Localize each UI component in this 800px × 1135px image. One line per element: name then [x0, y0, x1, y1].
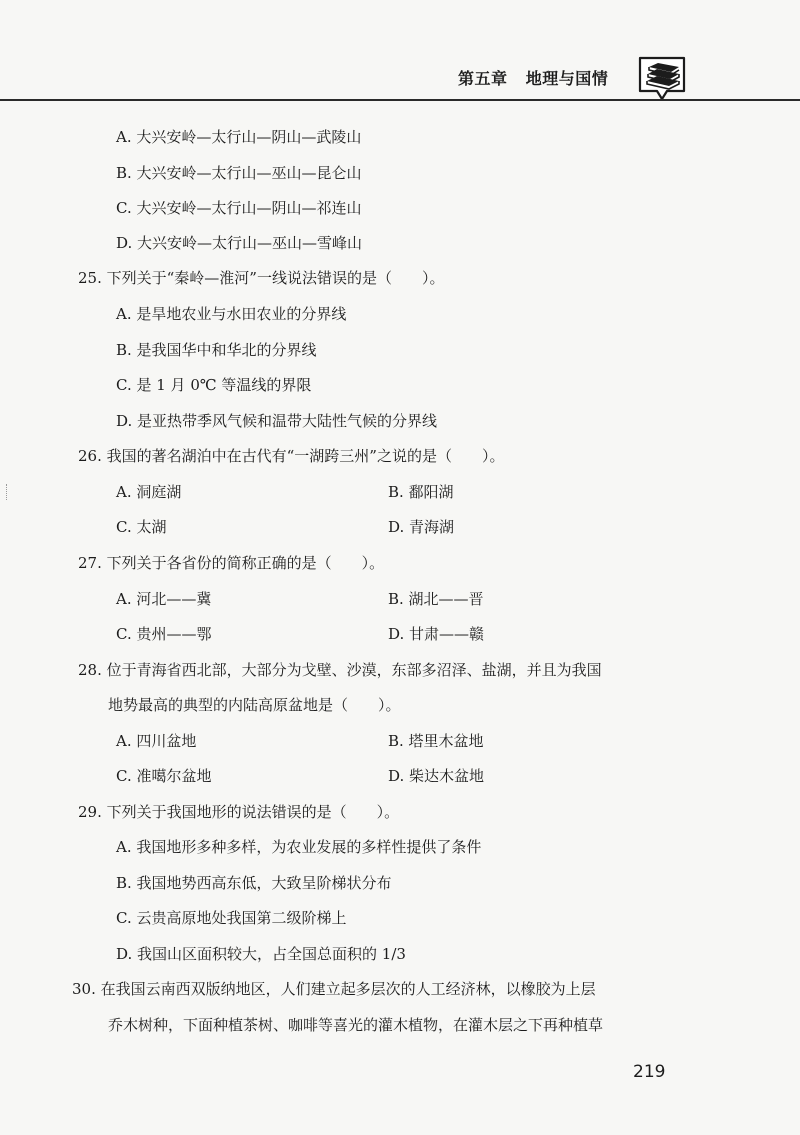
question-30-line-2: 乔木树种，下面种植茶树、咖啡等喜光的灌木植物，在灌木层之下再种植草 [108, 1016, 604, 1034]
question-29: 29. 下列关于我国地形的说法错误的是（ ）。 [78, 803, 400, 821]
q28-option-b: B. 塔里木盆地 [388, 732, 484, 750]
question-26: 26. 我国的著名湖泊中在古代有“一湖跨三州”之说的是（ ）。 [78, 447, 505, 465]
question-28-line-2: 地势最高的典型的内陆高原盆地是（ ）。 [108, 696, 401, 714]
q29-option-a: A. 我国地形多种多样，为农业发展的多样性提供了条件 [116, 838, 482, 856]
question-30-line-1: 30. 在我国云南西双版纳地区，人们建立起多层次的人工经济林，以橡胶为上层 [72, 980, 596, 998]
q27-option-a: A. 河北——冀 [116, 590, 212, 608]
q28-option-c: C. 准噶尔盆地 [116, 767, 212, 785]
q26-option-a: A. 洞庭湖 [116, 483, 182, 501]
q27-option-c: C. 贵州——鄂 [116, 625, 212, 643]
q27-option-b: B. 湖北——晋 [388, 590, 484, 608]
q29-option-b: B. 我国地势西高东低，大致呈阶梯状分布 [116, 874, 392, 892]
q24-option-a: A. 大兴安岭—太行山—阴山—武陵山 [116, 128, 362, 146]
header-rule [0, 99, 800, 101]
q26-option-c: C. 太湖 [116, 518, 167, 536]
q27-option-d: D. 甘肃——赣 [388, 625, 485, 643]
question-25: 25. 下列关于“秦岭—淮河”一线说法错误的是（ ）。 [78, 269, 445, 287]
books-stack-icon [637, 55, 687, 101]
q28-option-a: A. 四川盆地 [116, 732, 197, 750]
q25-option-c: C. 是 1 月 0℃ 等温线的界限 [116, 376, 312, 394]
q24-option-d: D. 大兴安岭—太行山—巫山—雪峰山 [116, 234, 363, 252]
page-number: 219 [633, 1062, 666, 1082]
q26-option-b: B. 鄱阳湖 [388, 483, 454, 501]
q25-option-b: B. 是我国华中和华北的分界线 [116, 341, 317, 359]
binding-mark [6, 484, 9, 500]
q29-option-c: C. 云贵高原地处我国第二级阶梯上 [116, 909, 347, 927]
q25-option-a: A. 是旱地农业与水田农业的分界线 [116, 305, 347, 323]
q29-option-d: D. 我国山区面积较大，占全国总面积的 1/3 [116, 945, 406, 963]
q28-option-d: D. 柴达木盆地 [388, 767, 485, 785]
q24-option-c: C. 大兴安岭—太行山—阴山—祁连山 [116, 199, 362, 217]
q25-option-d: D. 是亚热带季风气候和温带大陆性气候的分界线 [116, 412, 438, 430]
page-header [0, 0, 800, 100]
q26-option-d: D. 青海湖 [388, 518, 455, 536]
question-27: 27. 下列关于各省份的简称正确的是（ ）。 [78, 554, 385, 572]
chapter-title: 第五章 地理与国情 [458, 69, 609, 88]
question-28-line-1: 28. 位于青海省西北部，大部分为戈壁、沙漠，东部多沼泽、盐湖，并且为我国 [78, 661, 602, 679]
q24-option-b: B. 大兴安岭—太行山—巫山—昆仑山 [116, 164, 362, 182]
